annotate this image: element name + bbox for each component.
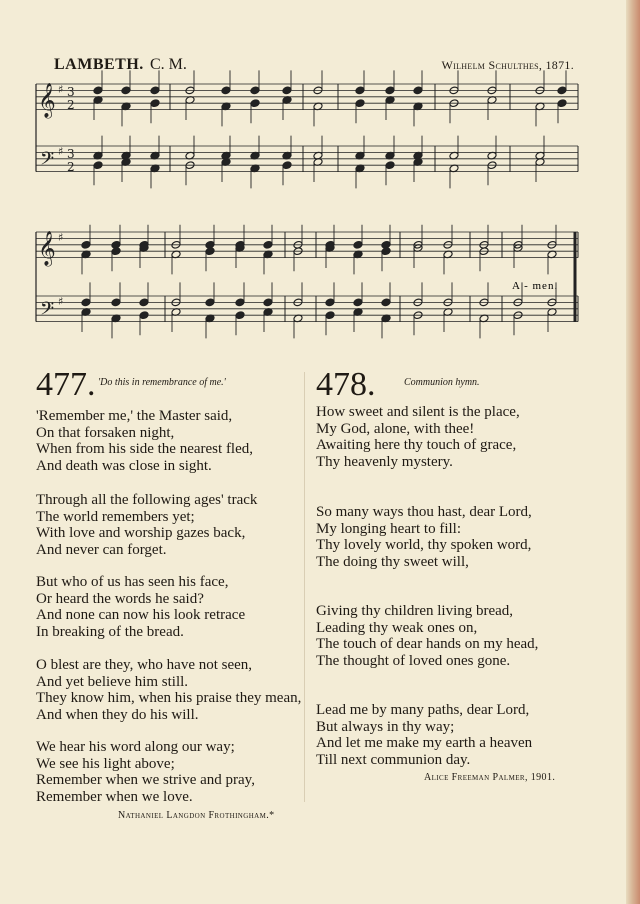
verse-line: And let me make my earth a heaven	[316, 735, 533, 752]
verse-line: In breaking of the bread.	[36, 623, 184, 640]
stanza	[316, 702, 532, 768]
verse-line: Thy heavenly mystery.	[316, 453, 453, 470]
hymn-author: Alice Freeman Palmer, 1901.	[424, 772, 556, 783]
composer-credit: Wilhelm Schulthes, 1871.	[441, 58, 574, 72]
verse-line: How sweet and silent is the place,	[316, 404, 520, 420]
verse-line: We hear his word along our way;	[36, 739, 235, 755]
note-head	[93, 161, 103, 170]
key-sharp: ♯	[58, 145, 64, 158]
verse-line: On that forsaken night,	[36, 424, 175, 441]
verse-line: We see his light above;	[36, 755, 175, 772]
verse-line: Remember when we strive and pray,	[36, 772, 255, 789]
time-sig-top: 3	[67, 85, 75, 99]
verse-line: They know him, when his praise they mean,	[36, 690, 302, 707]
verse-line: But who of us has seen his face,	[36, 574, 229, 590]
verse-line: So many ways thou hast, dear Lord,	[316, 504, 532, 520]
note-head	[121, 86, 131, 95]
note-head	[282, 86, 292, 95]
verse-line: And never can forget.	[36, 541, 167, 558]
note-head	[250, 86, 260, 95]
amen-lyric: A - men.	[512, 280, 559, 292]
note-head	[150, 86, 160, 95]
bass-clef: 𝄢	[40, 299, 55, 324]
verse-line: The doing thy sweet will,	[316, 553, 469, 570]
verse-line: The thought of loved ones gone.	[316, 652, 511, 669]
note-head	[139, 311, 149, 320]
verse-line: Till next communion day.	[316, 751, 471, 768]
note-head	[385, 161, 395, 170]
note-head	[325, 298, 335, 307]
verse-line: And death was close in sight.	[36, 457, 212, 474]
note-head	[263, 298, 273, 307]
time-sig-bottom: 2	[67, 160, 75, 174]
note-head	[263, 240, 273, 249]
note-head	[205, 247, 215, 256]
music-score	[0, 0, 640, 360]
verse-line: Giving thy children living bread,	[316, 603, 514, 619]
verse-line: Lead me by many paths, dear Lord,	[316, 702, 530, 718]
treble-clef: 𝄞	[38, 231, 56, 266]
tune-meter: C. M.	[150, 56, 187, 73]
verse-line: Through all the following ages' track	[36, 492, 258, 508]
note-head	[111, 247, 121, 256]
note-head	[353, 240, 363, 249]
verse-line: When from his side the nearest fled,	[36, 441, 254, 458]
verse-line: O blest are they, who have not seen,	[36, 657, 253, 673]
note-head	[81, 298, 91, 307]
verse-line: With love and worship gazes back,	[36, 525, 246, 542]
note-head	[325, 311, 335, 320]
stanza	[316, 603, 538, 669]
stanza	[36, 492, 257, 558]
verse-line: The touch of dear hands on my head,	[316, 636, 539, 653]
stanza	[36, 657, 301, 723]
column-divider	[304, 372, 305, 802]
time-sig-top: 3	[67, 147, 75, 161]
key-sharp: ♯	[58, 83, 64, 96]
verse-line: And none can now his look retrace	[36, 607, 246, 624]
stanza	[316, 504, 532, 570]
note-head	[381, 247, 391, 256]
note-head	[557, 86, 567, 95]
stanza	[36, 408, 253, 474]
treble-clef: 𝄞	[38, 83, 56, 118]
hymn-title: Communion hymn.	[404, 377, 480, 388]
note-head	[235, 311, 245, 320]
verse-line: Awaiting here thy touch of grace,	[316, 437, 517, 454]
stanza	[316, 404, 520, 470]
note-head	[355, 86, 365, 95]
verse-line: My God, alone, with thee!	[316, 420, 475, 437]
note-head	[221, 86, 231, 95]
note-head	[381, 298, 391, 307]
note-head	[413, 86, 423, 95]
verse-line: And when they do his will.	[36, 706, 199, 723]
hymn-number: 477.	[36, 366, 96, 403]
verse-line: But always in thy way;	[316, 718, 455, 735]
verse-line: Thy lovely world, thy spoken word,	[316, 537, 532, 554]
key-sharp: ♯	[58, 295, 64, 308]
note-head	[93, 86, 103, 95]
verse-line: 'Remember me,' the Master said,	[36, 408, 233, 424]
bass-clef: 𝄢	[40, 149, 55, 174]
note-head	[557, 99, 567, 108]
stanza	[36, 574, 245, 640]
verse-line: Or heard the words he said?	[36, 590, 204, 607]
hymn-number: 478.	[316, 366, 376, 403]
verse-line: Remember when we love.	[36, 788, 193, 805]
note-head	[353, 298, 363, 307]
stanza	[36, 739, 255, 805]
note-head	[150, 99, 160, 108]
hymn-title: 'Do this in remembrance of me.'	[98, 377, 226, 388]
note-head	[385, 86, 395, 95]
note-head	[235, 298, 245, 307]
note-head	[282, 161, 292, 170]
tune-name: LAMBETH.	[54, 56, 144, 73]
verse-line: My longing heart to fill:	[316, 520, 461, 537]
hymn-author: Nathaniel Langdon Frothingham.*	[118, 810, 275, 821]
note-head	[139, 298, 149, 307]
verse-line: The world remembers yet;	[36, 508, 195, 525]
note-head	[250, 99, 260, 108]
key-sharp: ♯	[58, 231, 64, 244]
note-head	[205, 298, 215, 307]
verse-line: Leading thy weak ones on,	[316, 619, 478, 636]
time-sig-bottom: 2	[67, 98, 75, 112]
note-head	[111, 298, 121, 307]
note-head	[81, 240, 91, 249]
verse-line: And yet believe him still.	[36, 673, 189, 690]
note-head	[355, 99, 365, 108]
